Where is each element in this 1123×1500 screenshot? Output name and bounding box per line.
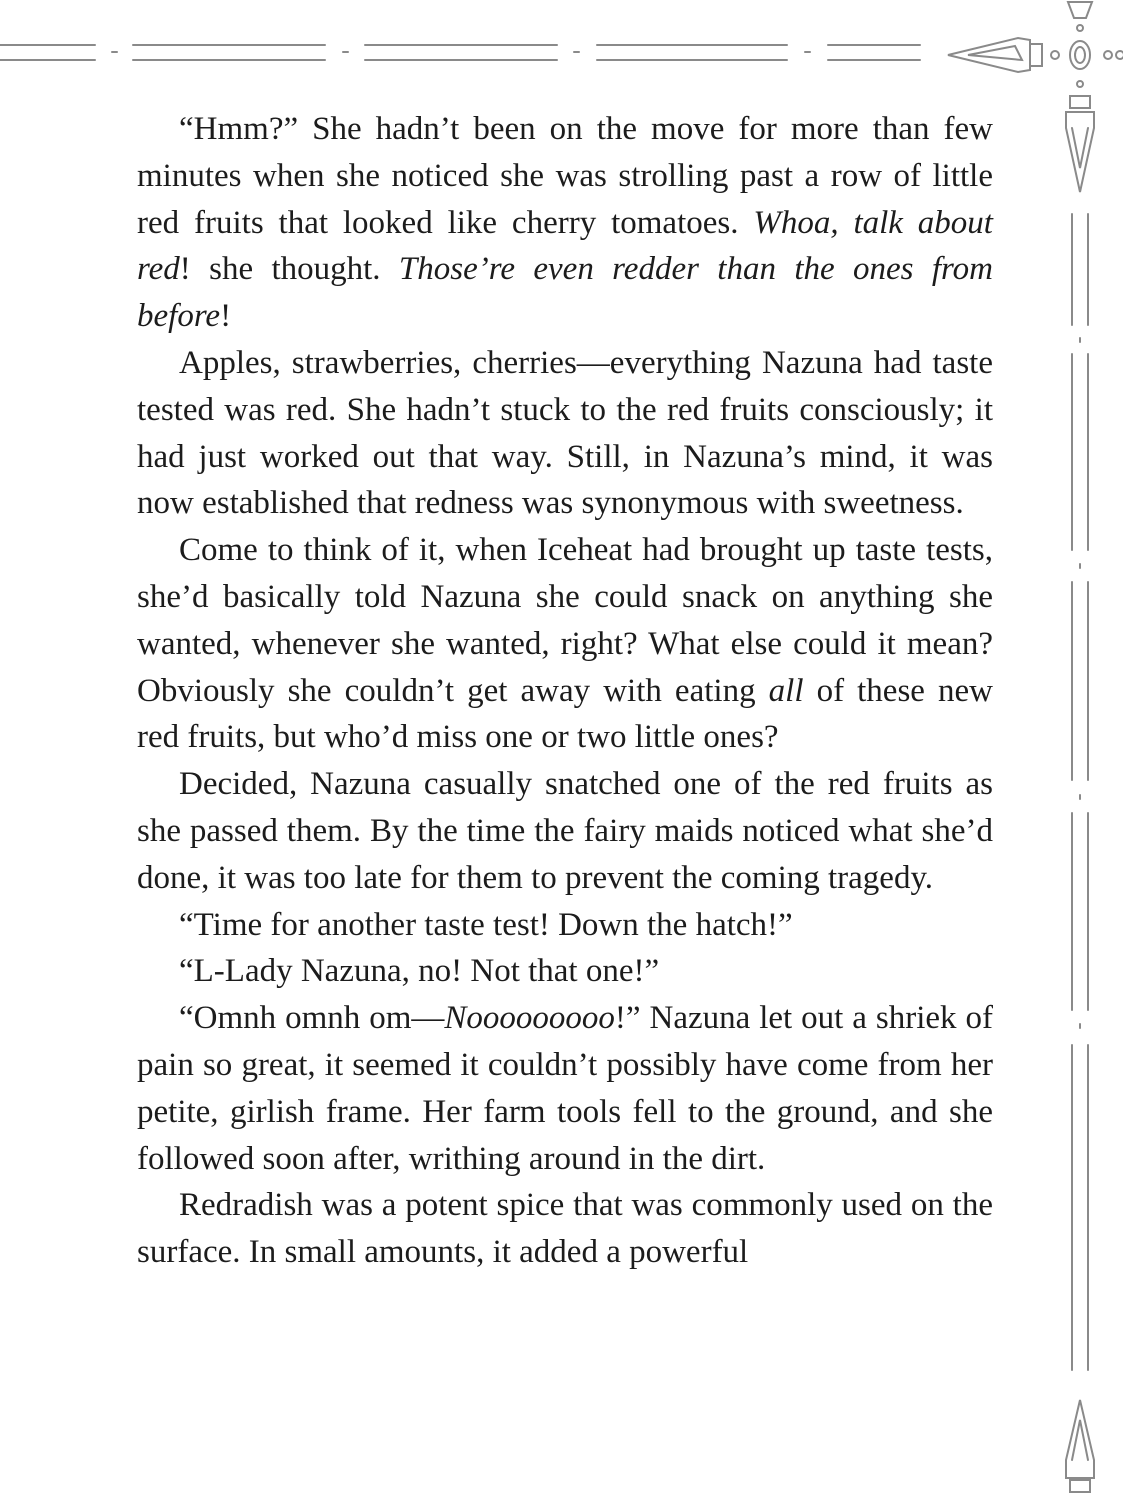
paragraph (137, 1182, 993, 1276)
text-run: Decided, Nazuna casually snatched one of the red fruits as she passed them. By the time the fairy maids noticed what she’d done, it was too late for them to prevent the coming tragedy. (137, 766, 993, 896)
text-run: ! she thought. (179, 251, 399, 288)
text-run: Apples, strawberries, cherries—everything Nazuna had taste tested was red. She hadn’t stuck to the red fruits consciously; it had just worked out that way. Still, in Nazuna’s mind, it was now established that redness was synonymous with sweetness. (137, 344, 993, 522)
italic-text-run: all (768, 672, 804, 709)
paragraph (137, 340, 993, 527)
paragraph (137, 995, 993, 1182)
paragraph (137, 106, 993, 340)
page-body-text (137, 106, 993, 1276)
paragraph (137, 527, 993, 761)
text-run: “Time for another taste test! Down the hatch!” (179, 906, 793, 943)
text-run: “L-Lady Nazuna, no! Not that one!” (179, 953, 660, 990)
italic-text-run: Nooooooooo (444, 1000, 615, 1037)
text-run: Redradish was a potent spice that was commonly used on the surface. In small amounts, it added a powerful (137, 1187, 993, 1271)
italic-text-run: Whoa, talk about red (137, 204, 993, 288)
paragraph (137, 902, 993, 949)
text-run: of these new red fruits, but who’d miss one or two little ones? (137, 672, 993, 756)
paragraph (137, 948, 993, 995)
text-run: Come to think of it, when Iceheat had brought up taste tests, she’d basically told Nazuna she could snack on anything she wanted, whenever she wanted, right? What else could it mean? Obviously she couldn’t get away with eating (137, 532, 993, 709)
text-run: ! (220, 298, 232, 335)
paragraph (137, 761, 993, 901)
text-run: “Hmm?” She hadn’t been on the move for more than few minutes when she noticed she was strolling past a row of little red fruits that looked like cherry tomatoes. (137, 111, 993, 241)
italic-text-run: Those’re even redder than the ones from before (137, 251, 993, 335)
text-run: “Omnh omnh om— (179, 1000, 445, 1037)
text-run: !” Nazuna let out a shriek of pain so great, it seemed it couldn’t possibly have come from her petite, girlish frame. Her farm tools fell to the ground, and she followed soon after, writhing around in the dirt. (137, 1000, 993, 1177)
